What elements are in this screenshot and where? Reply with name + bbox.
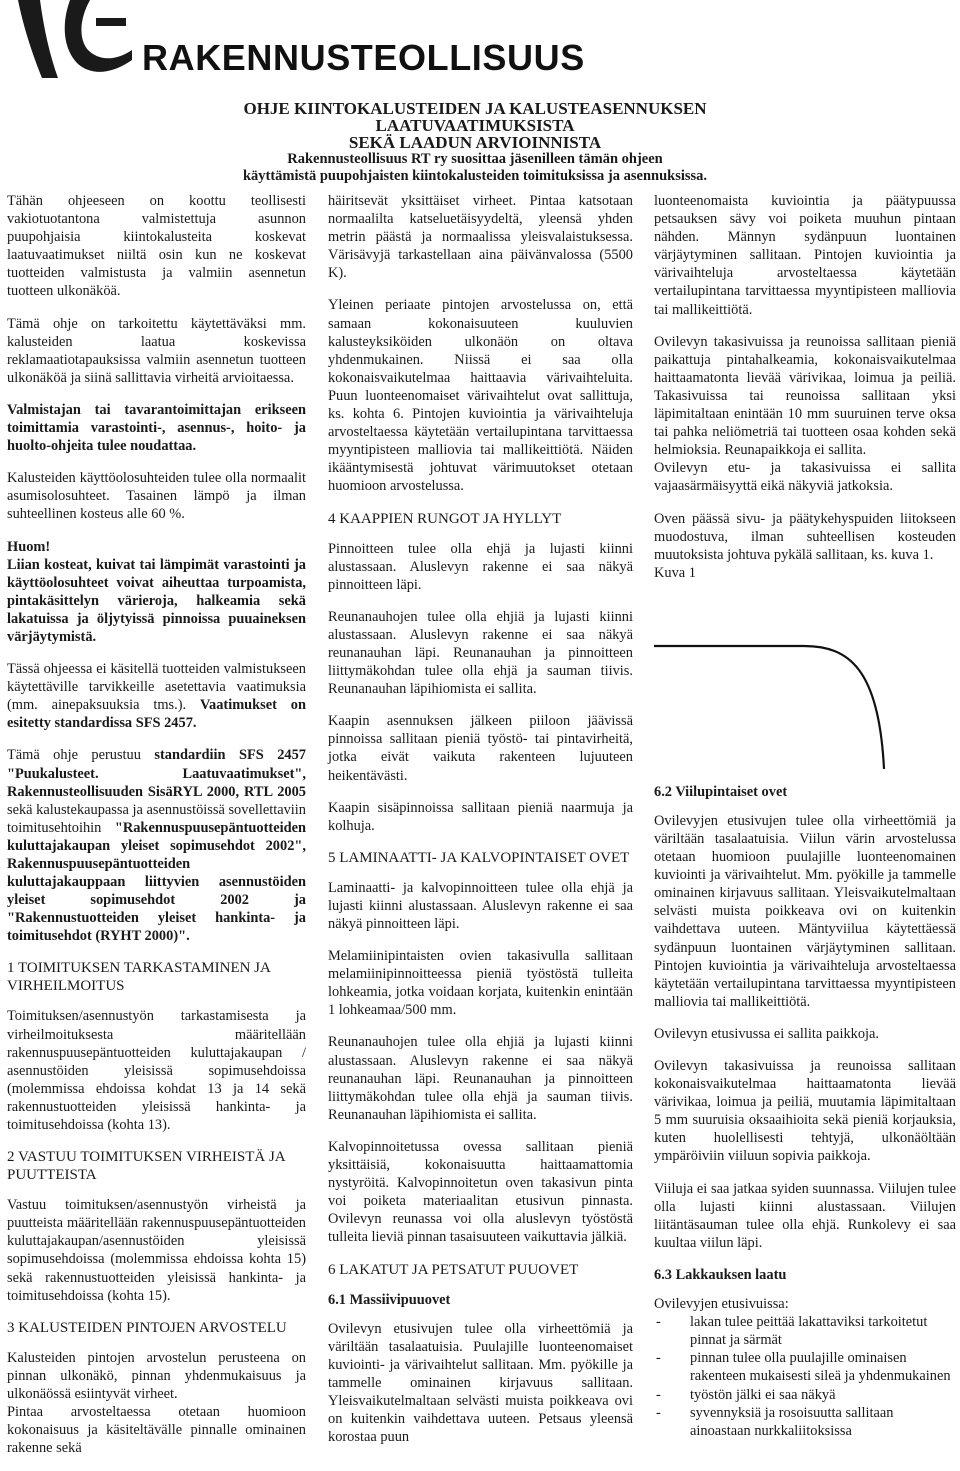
instructions-paragraph: Valmistajan tai tavarantoimittajan erikseen toimittamia varastointi-, asennus-, hoito- ja huolto-ohjeita tulee noudattaa. <box>7 401 306 455</box>
figure-caption: Kuva 1 <box>654 564 696 581</box>
backside-paragraph: Ovilevyn takasivuissa ja reunoissa sallitaan pieniä paikattuja pintahalkeamia, kokonaisvaikutelmaa haittaamatonta lievää värivikaa, loimua ja peiliä. Takasivuissa tai reunoissa sallitaan yksi läpimitaltaan enintään 10 mm suuruinen terve oksa tai pahka neliömetriä tai tuotteen osaa kohden sekä helmioksia. Reunapaikkoja ei sallita. <box>654 333 956 459</box>
figure-1 <box>654 564 954 769</box>
section-4-text-4: Kaapin sisäpinnoissa sallitaan pieniä naarmuja ja kolhuja. <box>328 799 633 834</box>
requirements-list <box>654 1313 956 1440</box>
section-5-text-2: Melamiinipintaisten ovien takasivulla sallitaan melamiinipinnoitteessa pieniä työstöstä tulleita lohkeamia, jotka voidaan korjata, kuitenkin enintään 1 lohkeamaa/500 mm. <box>328 948 633 1019</box>
section-5-text-3: Reunanauhojen tulee olla ehjiä ja lujasti kiinni alustassaan. Aluslevyn rakenne ei saa näkyä reunanauhan läpi. Reunanauhan ja pinnoitteen liittymäkohdan tulee olla ehjä ja sauman tiivis. Reunanauhan läpihiomista ei sallita. <box>328 1034 633 1123</box>
edge-paragraph: Ovilevyn etu- ja takasivuissa ei sallita vajaasärmäisyyttä eikä näkyviä jatkoksia. <box>654 460 956 495</box>
section-6-1-heading: 6.1 Massiivipuuovet <box>328 1291 451 1308</box>
section-2-text: Vastuu toimituksen/asennustyön virheistä ja puutteista määritellään rakennuspuusepäntuotteiden kuluttajakaupan/asennustöiden yleisissä sopimusehdoissa (molemmissa ehdoissa kohta 15) sekä rakennustuotteiden yleisissä hankinta- ja toimitusehdoissa (kohta 15). <box>7 1197 306 1304</box>
intro-paragraph: Tähän ohjeeseen on koottu teollisesti vakiotuotantona valmistettuja asunnon puupohjaisia kiintokalusteita koskevat laatuvaatimukset niiltä osin kun ne koskevat tuotteiden valmistusta ja valmiin asennetun tuotteen ulkonäköä. <box>7 193 306 300</box>
list-item: - pinnan tulee olla puulajille ominaisen rakenteen mukaisesti sileä ja yhdenmukainen <box>654 1349 956 1385</box>
scope-paragraph: Tässä ohjeessa ei käsitellä tuotteiden valmistukseen käytettäville tarvikkeille asetettavia vaatimuksia (mm. ainepaksuuksia tms.). Vaatimukset on esitetty standardissa SFS 2457. <box>7 661 306 732</box>
column-2 <box>328 192 633 1460</box>
document-title <box>160 100 790 185</box>
subtitle-line-1: Rakennusteollisuus RT ry suosittaa jäsenilleen tämän ohjeen <box>287 151 663 167</box>
list-item: - lakan tulee peittää lakattaviksi tarkoitetut pinnat ja särmät <box>654 1313 956 1349</box>
frame-curve <box>804 646 884 769</box>
section-2-heading: 2 VASTUU TOIMITUKSEN VIRHEISTÄ JA PUUTTEISTA <box>7 1149 285 1184</box>
section-6-1-continued: luonteenomaista kuviointia ja päätypuussa petsauksen sävy voi poiketa muuhun pintaan nähden. Männyn sydänpuun luontainen värjäytyminen sallitaan. Pintojen kuviointia ja värivaihteluja arvosteltaessa käytetään vertailupintana tarvittaessa myyntipisteen malliovia tai mallikeittiötä. <box>654 193 956 318</box>
column-1 <box>7 192 306 1471</box>
joint-diagram <box>654 584 954 769</box>
subtitle-line-2: käyttämistä puupohjaisten kiintokalusteiden toimituksissa ja asennuksissa. <box>242 168 708 184</box>
section-6-2-heading: 6.2 Viilupintaiset ovet <box>654 783 788 800</box>
section-3-text-a: Kalusteiden pintojen arvostelun perusteena on pinnan ulkonäkö, pinnan yhdenmukaisuus ja ulkonäössä esiintyvät virheet. <box>7 1349 306 1402</box>
title-line-1: OHJE KIINTOKALUSTEIDEN JA KALUSTEASENNUKSEN LAATUVAATIMUKSISTA <box>243 99 707 135</box>
viewing-paragraph: häiritsevät yksittäiset virheet. Pintaa katsotaan normaalilta katseluetäisyydeltä, yleensä yhden metrin päästä ja normaalissa yleisvalaistuksessa. Värisävyjä tarkastellaan aina päivänvalossa (5500 K). <box>328 193 633 282</box>
joint-paragraph: Oven päässä sivu- ja päätykehyspuiden liitokseen muodostuva, ilman suhteellisen kosteuden muutoksista johtuva pykälä sallitaan, ks. kuva 1. <box>654 510 956 563</box>
section-6-3-heading: 6.3 Lakkauksen laatu <box>654 1266 787 1283</box>
section-6-2-text-3: Ovilevyn takasivuissa ja reunoissa sallitaan kokonaisvaikutelmaa haittaamatonta lievää värivikaa, loimua ja peiliä, muutamia läpimitaltaan 5 mm suuruisia oksaaihioita sekä pieniä korjauksia, kuten huolellisesti tehtyjä, ulkonäöltään ympäröiviin viiluun sopivia paikkoja. <box>654 1058 956 1165</box>
purpose-paragraph: Tämä ohje on tarkoitettu käytettäväksi mm. kalusteiden laatua koskevissa reklamaatiotapauksissa valmiin asennetun tuotteen ulkonäköä ja siinä sallittavia virheitä arvioitaessa. <box>7 315 306 386</box>
list-intro: Ovilevyjen etusivuissa: <box>654 1296 789 1313</box>
section-4-text-1: Pinnoitteen tulee olla ehjä ja lujasti kiinni alustassaan. Aluslevyn rakenne ei saa näkyä pinnoitteen läpi. <box>328 540 633 593</box>
section-5-text-1: Laminaatti- ja kalvopinnoitteen tulee olla ehjä ja lujasti kiinni alustassaan. Aluslevyn rakenne ei saa näkyä pinnoitteen läpi. <box>328 879 633 932</box>
section-4-text-3: Kaapin asennuksen jälkeen piiloon jäävissä pinnoissa sallitaan pieniä työstö- tai pintavirheitä, jotka eivät vaikuta rakenteen lujuuteen heikentävästi. <box>328 713 633 784</box>
title-line-2: SEKÄ LAADUN ARVIOINNISTA <box>348 133 602 152</box>
section-3-text-b: Pintaa arvosteltaessa otetaan huomioon kokonaisuus ja käsiteltävälle pinnalle ominainen rakenne sekä <box>7 1403 306 1457</box>
section-4-text-2: Reunanauhojen tulee olla ehjiä ja lujasti kiinni alustassaan. Aluslevyn rakenne ei saa näkyä reunanauhan läpi. Reunanauhan ja pinnoitteen liittymäkohdan tulee olla ehjä ja sauman tiivis. Reunanauhan läpihiomista ei sallita. <box>328 608 633 698</box>
section-6-2-text-1: Ovilevyjen etusivujen tulee olla virheettömiä ja väriltään tasalaatuisia. Viilun värin arvostelussa otetaan huomioon puulajille luonteenomainen kuviointi ja värivaihtelut. Mm. pyökille ja tammelle ominainen kirjavuus sallitaan. Yleisvaikutelmaltaan selvästi muista poikkeava ovi on kuitenkin vaihdettava uuteen. Mäntyviilua käytettäessä sydänpuun luontainen värjäytyminen sallitaan. Pintojen kuviointia ja värivaihteluja arvosteltaessa käytetään vertailupintana tarvittaessa myyntipisteen malliovia tai mallikeittiötä. <box>654 812 956 1010</box>
section-5-text-4: Kalvopinnoitetussa ovessa sallitaan pieniä yksittäisiä, kokonaisuutta haittaamattomia nystyröitä. Kalvopinnoitetun oven takasivun pinta voi poiketa materiaalitan etusivun pinnasta. Ovilevyn reunassa voi olla aluslevyn työstöstä tulleita lieviä pinnan tasaisuuteen vaikuttavia jälkiä. <box>328 1138 633 1246</box>
conditions-paragraph: Kalusteiden käyttöolosuhteiden tulee olla normaalit asumisolosuhteet. Tasainen lämpö ja ilman suhteellinen kosteus alle 60 %. <box>7 470 306 523</box>
section-1-heading: 1 TOIMITUKSEN TARKASTAMINEN JA VIRHEILMOITUS <box>7 960 271 995</box>
section-6-2-text-2: Ovilevyn etusivussa ei sallita paikkoja. <box>654 1025 880 1042</box>
list-item: - työstön jälki ei saa näkyä <box>654 1386 956 1404</box>
section-1-text: Toimituksen/asennustyön tarkastamisesta ja virheilmoituksesta määritellään rakennuspuusepäntuotteiden kuluttajakaupan / asennustöiden yleisissä sopimusehdoissa (molemmissa ehdoissa kohdat 13 ja 14 sekä rakennustuotteiden yleisissä hankinta- ja toimitusehdoissa (kohta 13). <box>7 1008 306 1134</box>
logo-mark <box>0 0 150 82</box>
section-6-1-text: Ovilevyn etusivujen tulee olla virheettömiä ja väriltään tasalaatuisia. Puulajille luonteenomaiset kuviointi- ja värivaihtelut sallitaan. Mm. pyökille ja tammelle ominainen kirjavuus sallitaan. Yleisvaikutelmaltaan selvästi muista poikkeava ovi on kuitenkin vaihdettava uuteen. Petsaus yleensä korostaa puun <box>328 1320 633 1446</box>
section-3-heading: 3 KALUSTEIDEN PINTOJEN ARVOSTELU <box>7 1319 287 1336</box>
principle-paragraph: Yleinen periaate pintojen arvostelussa on, että samaan kokonaisuuteen kuuluvien kalusteyksiköiden ulkonäön on oltava yhdenmukainen. Niissä ei saa olla kokonaisvaikutelmaa haittaavia värivaihteluita. Puun luonteenomaiset värivaihtelut ovat sallittuja, ks. kohta 6. Pintojen kuviointia ja värivaihteluja arvosteltaessa käytetään vertailupintana tarvittaessa myyntipisteen malliovia tai mallikeittiötä. Näiden ikääntymisestä johtuvat värimuutokset otetaan huomioon arvostelussa. <box>328 297 633 495</box>
section-6-heading: 6 LAKATUT JA PETSATUT PUUOVET <box>328 1261 579 1278</box>
section-6-2-text-4: Viiluja ei saa jatkaa syiden suunnassa. Viilujen tulee olla lujasti kiinni alustassaan. Viilujen liitäntäsauman tulee olla ehjä. Runkolevy ei saa kuultaa viilun läpi. <box>654 1180 956 1251</box>
note-text: Liian kosteat, kuivat tai lämpimät varastointi ja käyttöolosuhteet voivat aiheuttaa turpoamista, pintakäsittelyn värieroja, halkeamia sekä lakatuissa ja öljytyissä pinnoissa puuaineksen värjäytymistä. <box>7 556 306 645</box>
brand-name: RAKENNUSTEOLLISUUS <box>142 37 585 78</box>
note-label: Huom! <box>7 538 51 555</box>
list-item: - syvennyksiä ja rosoisuutta sallitaan ainoastaan nurkkaliitoksissa <box>654 1404 956 1440</box>
column-3 <box>654 192 956 1440</box>
section-5-heading: 5 LAMINAATTI- JA KALVOPINTAISET OVET <box>328 849 630 866</box>
basis-paragraph: Tämä ohje perustuu standardiin SFS 2457 "Puukalusteet. Laatuvaatimukset", Rakennusteollisuuden SisäRYL 2000, RTL 2005 sekä kalustekaupassa ja asennustöissä sovellettaviin toimitusehtoihin "Rakennuspuusepäntuotteiden kuluttajakaupan yleiset sopimusehdot 2002", Rakennuspuusepäntuotteiden kuluttajakauppaan liittyvien asennustöiden yleiset sopimusehdot 2002 ja "Rakennustuotteiden yleiset hankinta- ja toimitusehdot (RYHT 2000)". <box>7 747 306 945</box>
section-4-heading: 4 KAAPPIEN RUNGOT JA HYLLYT <box>328 510 562 527</box>
